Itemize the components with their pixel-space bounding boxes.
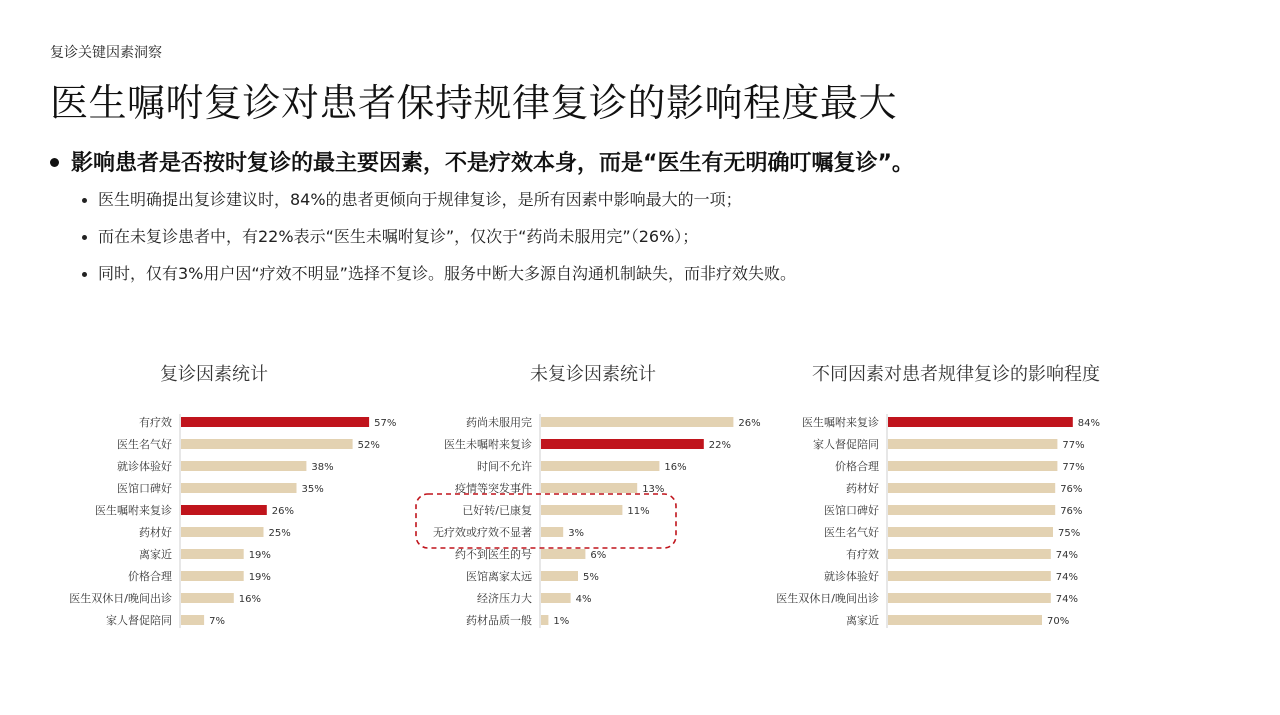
bar — [181, 439, 353, 449]
category-label: 有疗效 — [846, 548, 879, 561]
bullet-list — [82, 190, 796, 301]
bar — [181, 527, 264, 537]
category-label: 价格合理 — [128, 570, 172, 583]
bar — [541, 417, 733, 427]
bar — [888, 593, 1051, 603]
chart-title: 复诊因素统计 — [160, 364, 268, 385]
bar-highlight — [541, 439, 704, 449]
bar-highlight — [181, 505, 267, 515]
value-label: 52% — [357, 440, 380, 451]
bar — [181, 593, 234, 603]
dashed-highlight-box — [416, 494, 676, 548]
value-label: 57% — [374, 418, 397, 429]
category-label: 有疗效 — [139, 416, 172, 429]
bar — [888, 461, 1057, 471]
category-label: 已好转/已康复 — [462, 504, 532, 517]
value-label: 22% — [708, 440, 732, 451]
bar — [541, 571, 578, 581]
bar — [541, 527, 563, 537]
bar — [888, 505, 1055, 515]
bar — [541, 461, 659, 471]
category-label: 医生嘱咐来复诊 — [802, 416, 879, 429]
value-label: 16% — [664, 462, 687, 473]
bar-highlight — [888, 417, 1073, 427]
category-label: 药材好 — [846, 482, 879, 495]
value-label: 1% — [553, 616, 570, 627]
bar-highlight — [181, 417, 369, 427]
chart-svg — [760, 360, 1180, 660]
page-title: 医生嘱咐复诊对患者保持规律复诊的影响程度最大 — [50, 81, 898, 125]
category-label: 医生双休日/晚间出诊 — [69, 592, 172, 605]
value-label: 6% — [590, 550, 607, 561]
bar — [541, 483, 637, 493]
section-label: 复诊关键因素洞察 — [50, 45, 162, 61]
value-label: 5% — [583, 572, 599, 583]
value-label: 84% — [1077, 418, 1101, 429]
bullet-item: 同时，仅有3%用户因“疗效不明显”选择不复诊。服务中断大多源自沟通机制缺失，而非疗效失败。 — [82, 264, 796, 284]
category-label: 药尚未服用完 — [466, 416, 532, 429]
category-label: 医生名气好 — [117, 438, 172, 451]
category-label: 家人督促陪同 — [813, 438, 879, 451]
bar — [181, 549, 244, 559]
value-label: 26% — [271, 506, 295, 517]
bar — [541, 593, 571, 603]
bar — [541, 549, 585, 559]
headline — [50, 146, 914, 177]
category-label: 医生未嘱咐来复诊 — [444, 438, 532, 451]
bar — [888, 483, 1055, 493]
value-label: 13% — [642, 484, 665, 495]
category-label: 疫情等突发事件 — [455, 482, 532, 495]
value-label: 25% — [268, 528, 291, 539]
bar — [181, 461, 306, 471]
value-label: 16% — [238, 594, 262, 605]
category-label: 就诊体验好 — [117, 460, 172, 473]
category-label: 医馆口碑好 — [117, 482, 172, 495]
category-label: 时间不允许 — [477, 460, 532, 473]
chart-title: 未复诊因素统计 — [530, 364, 656, 385]
value-label: 38% — [311, 462, 334, 473]
category-label: 就诊体验好 — [824, 570, 879, 583]
category-label: 无疗效或疗效不显著 — [433, 526, 532, 539]
value-label: 74% — [1055, 594, 1079, 605]
chart-influence-degree — [760, 360, 1180, 660]
value-label: 76% — [1060, 506, 1083, 517]
chart-svg — [0, 360, 420, 660]
value-label: 77% — [1062, 462, 1085, 473]
value-label: 74% — [1055, 572, 1079, 583]
bar — [888, 549, 1051, 559]
bar — [888, 615, 1042, 625]
bullet-item: 而在未复诊患者中，有22%表示“医生未嘱咐复诊”，仅次于“药尚未服用完”（26%）； — [82, 227, 796, 247]
value-label: 35% — [301, 484, 324, 495]
value-label: 11% — [627, 506, 650, 517]
bar — [181, 571, 244, 581]
value-label: 7% — [209, 616, 225, 627]
bar — [888, 439, 1057, 449]
chart-return-visit-factors — [0, 360, 420, 660]
bar — [181, 615, 204, 625]
category-label: 药材品质一般 — [466, 614, 532, 627]
category-label: 医馆离家太远 — [466, 570, 532, 583]
bar — [888, 571, 1051, 581]
value-label: 19% — [248, 550, 271, 561]
chart-title: 不同因素对患者规律复诊的影响程度 — [812, 364, 1100, 385]
value-label: 74% — [1055, 550, 1079, 561]
value-label: 70% — [1047, 616, 1070, 627]
category-label: 经济压力大 — [477, 592, 532, 605]
category-label: 医生嘱咐来复诊 — [95, 504, 172, 517]
value-label: 75% — [1058, 528, 1081, 539]
bar — [181, 483, 297, 493]
value-label: 19% — [248, 572, 271, 583]
value-label: 77% — [1062, 440, 1085, 451]
bar — [541, 615, 548, 625]
category-label: 医生双休日/晚间出诊 — [776, 592, 879, 605]
category-label: 离家近 — [846, 614, 879, 627]
category-label: 医生名气好 — [824, 526, 879, 539]
headline-text: 影响患者是否按时复诊的最主要因素，不是疗效本身，而是“医生有无明确叮嘱复诊”。 — [71, 151, 914, 176]
value-label: 76% — [1060, 484, 1083, 495]
value-label: 3% — [568, 528, 585, 539]
bar — [888, 527, 1053, 537]
category-label: 价格合理 — [835, 460, 879, 473]
value-label: 4% — [575, 594, 592, 605]
bullet-item: 医生明确提出复诊建议时，84%的患者更倾向于规律复诊，是所有因素中影响最大的一项； — [82, 190, 796, 210]
category-label: 家人督促陪同 — [106, 614, 172, 627]
category-label: 约不到医生的号 — [455, 548, 532, 561]
category-label: 离家近 — [139, 548, 172, 561]
value-label: 26% — [738, 418, 761, 429]
category-label: 药材好 — [139, 526, 172, 539]
category-label: 医馆口碑好 — [824, 504, 879, 517]
bullet-dot-icon — [50, 158, 59, 167]
bar — [541, 505, 622, 515]
